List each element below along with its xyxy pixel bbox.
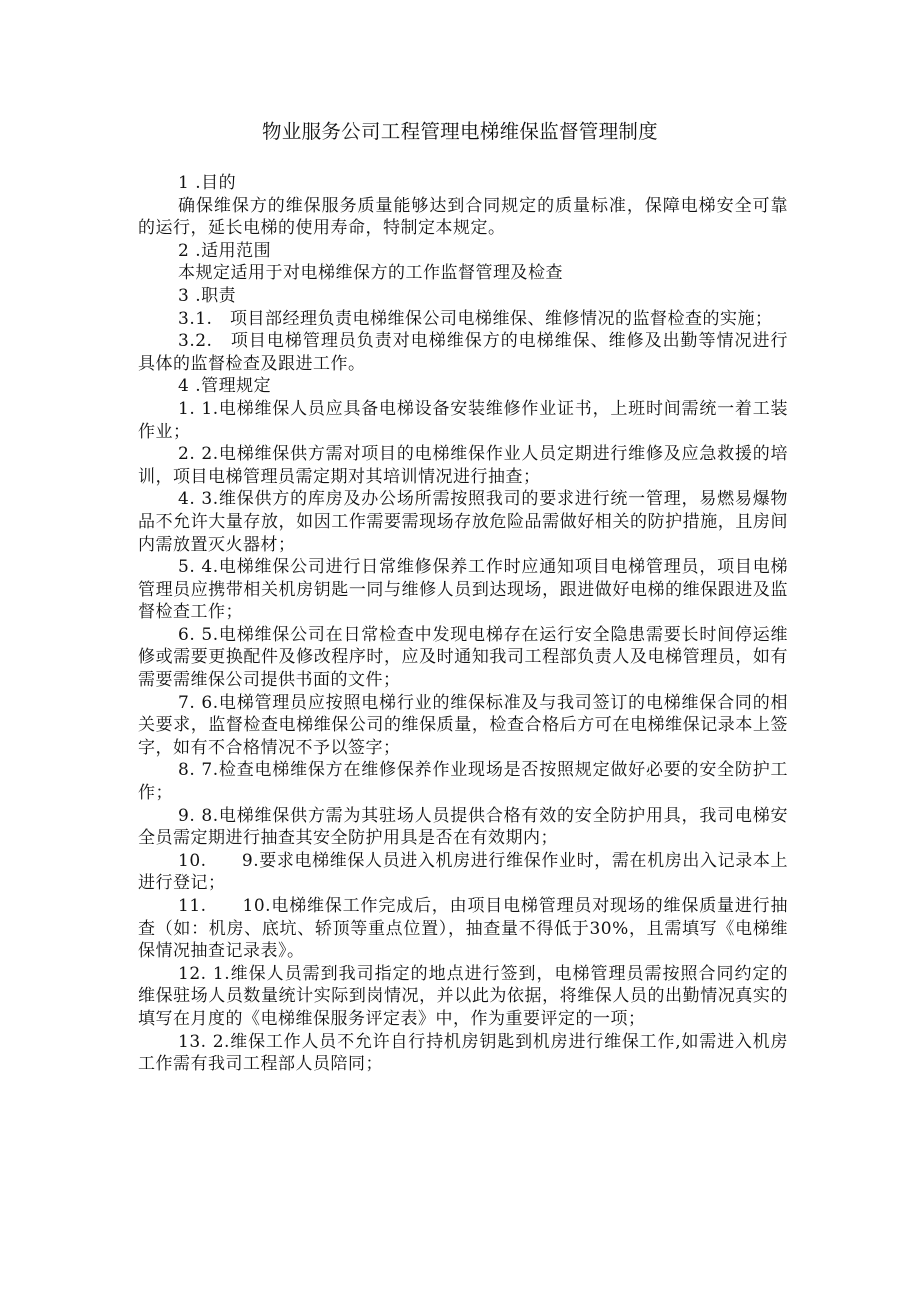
paragraph: 1. 1.电梯维保人员应具备电梯设备安装维修作业证书，上班时间需统一着工装作业；: [138, 398, 788, 442]
paragraph: 5. 4.电梯维保公司进行日常维修保养工作时应通知项目电梯管理员，项目电梯管理员应携带相关机房钥匙一同与维修人员到达现场，跟进做好电梯的维保跟进及监督检查工作；: [138, 557, 788, 623]
document-title: 物业服务公司工程管理电梯维保监督管理制度: [261, 120, 658, 143]
paragraph: 12. 1.维保人员需到我司指定的地点进行签到，电梯管理员需按照合同约定的维保驻场人员数量统计实际到岗情况，并以此为依据，将维保人员的出勤情况真实的填写在月度的《电梯维保服务评定表》中，作为重要评定的一项；: [138, 963, 788, 1029]
section-heading: 3 .职责: [178, 285, 237, 306]
paragraph: 11. 10.电梯维保工作完成后，由项目电梯管理员对现场的维保质量进行抽查（如：机房、底坑、轿顶等重点位置），抽查量不得低于30%，且需填写《电梯维保情况抽查记录表》。: [138, 896, 788, 962]
paragraph: 2. 2.电梯维保供方需对项目的电梯维保作业人员定期进行维修及应急救援的培训，项目电梯管理员需定期对其培训情况进行抽查；: [138, 444, 788, 487]
paragraph: 8. 7.检查电梯维保方在维修保养作业现场是否按照规定做好必要的安全防护工作；: [138, 760, 788, 804]
paragraph: 7. 6.电梯管理员应按照电梯行业的维保标准及与我司签订的电梯维保合同的相关要求，监督检查电梯维保公司的维保质量，检查合格后方可在电梯维保记录本上签字，如有不合格情况不予以签字；: [138, 692, 788, 758]
section-heading: 1 .目的: [178, 173, 237, 193]
paragraph: 10. 9.要求电梯维保人员进入机房进行维保作业时，需在机房出入记录本上进行登记；: [138, 850, 788, 894]
paragraph: 4. 3.维保供方的库房及办公场所需按照我司的要求进行统一管理，易燃易爆物品不允许大量存放，如因工作需要需现场存放危险品需做好相关的防护措施，且房间内需放置灭火器材；: [138, 489, 788, 555]
section-heading: 2 .适用范围: [178, 240, 272, 261]
paragraph: 本规定适用于对电梯维保方的工作监督管理及检查: [178, 263, 563, 284]
document-body: [138, 172, 788, 1076]
paragraph: 3.1. 项目部经理负责电梯维保公司电梯维保、维修情况的监督检查的实施；: [178, 308, 773, 329]
paragraph: 13. 2.维保工作人员不允许自行持机房钥匙到机房进行维保工作,如需进入机房工作需有我司工程部人员陪同；: [138, 1031, 788, 1075]
paragraph: 3.2. 项目电梯管理员负责对电梯维保方的电梯维保、维修及出勤等情况进行具体的监督检查及跟进工作。: [138, 331, 788, 374]
paragraph: 确保维保方的维保服务质量能够达到合同规定的质量标准，保障电梯安全可靠的运行，延长电梯的使用寿命，特制定本规定。: [138, 195, 788, 239]
section-heading: 4 .管理规定: [178, 376, 272, 397]
paragraph: 6. 5.电梯维保公司在日常检查中发现电梯存在运行安全隐患需要长时间停运维修或需要更换配件及修改程序时，应及时通知我司工程部负责人及电梯管理员，如有需要需维保公司提供书面的文件；: [138, 624, 788, 691]
paragraph: 9. 8.电梯维保供方需为其驻场人员提供合格有效的安全防护用具，我司电梯安全员需定期进行抽查其安全防护用具是否在有效期内；: [138, 805, 788, 849]
